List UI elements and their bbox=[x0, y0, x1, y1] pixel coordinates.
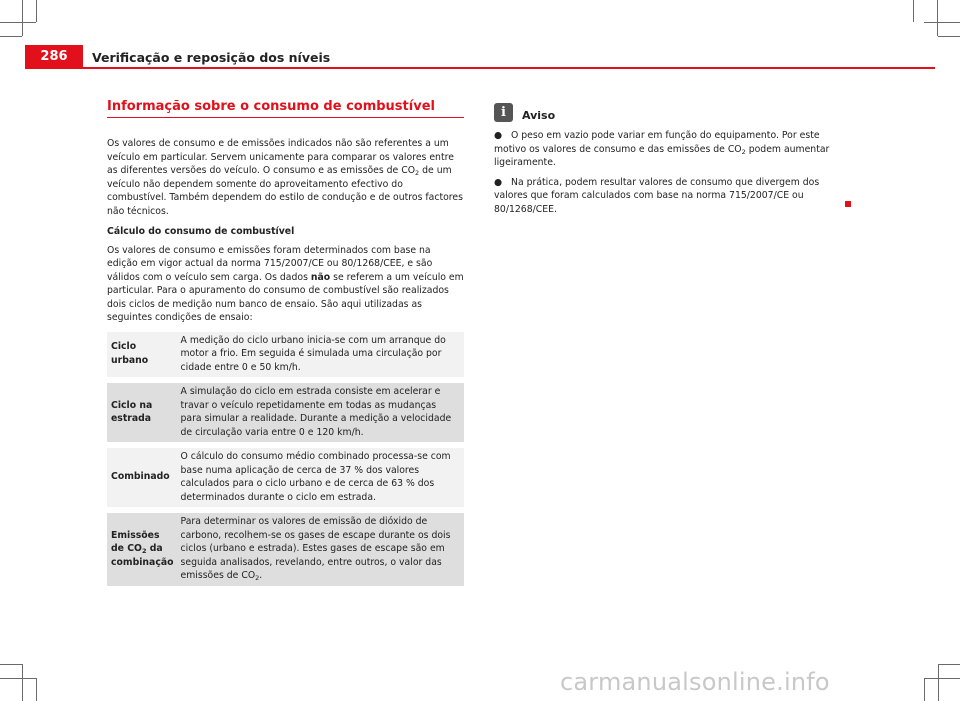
table-row bbox=[107, 332, 464, 381]
crop-mark bbox=[36, 0, 37, 22]
crop-mark bbox=[924, 22, 960, 23]
intro-paragraph: Os valores de consumo e de emissões indicados não são referentes a um veículo em particular. Servem unicamente para comparar os valores entre as diferentes versões do veículo. O consumo e as emissões de $CO_2$ de um veículo não dependem somente do aproveitamento efectivo do combustível. Também dependem do estilo de condução e de outros factores não técnicos. bbox=[107, 138, 463, 217]
page-number: 286 bbox=[25, 45, 83, 68]
section-end-marker bbox=[845, 201, 851, 207]
crop-mark bbox=[924, 678, 925, 701]
crop-mark bbox=[938, 664, 960, 665]
condition-term: Emissões de $CO_2$ da combinação bbox=[107, 510, 177, 586]
aviso-header bbox=[494, 103, 844, 122]
crop-mark bbox=[938, 664, 939, 701]
right-column bbox=[494, 103, 844, 222]
crop-mark bbox=[0, 664, 22, 665]
table-row bbox=[107, 510, 464, 586]
crop-mark bbox=[36, 678, 37, 701]
crop-mark bbox=[22, 664, 23, 701]
condition-term: Ciclo urbano bbox=[111, 341, 149, 366]
section-title: Informação sobre o consumo de combustível bbox=[107, 99, 464, 118]
bullet-icon: ● bbox=[494, 130, 503, 141]
crop-mark bbox=[938, 36, 960, 37]
crop-mark bbox=[937, 0, 938, 36]
condition-term: Combinado bbox=[107, 445, 177, 510]
condition-desc: A medição do ciclo urbano inicia-se com um arranque do motor a frio. Em seguida é simulada uma circulação por cidade entre 0 e 50 km/h. bbox=[180, 334, 446, 373]
crop-mark bbox=[924, 678, 960, 679]
table-row bbox=[107, 380, 464, 445]
crop-mark bbox=[0, 22, 36, 23]
condition-desc: Para determinar os valores de emissão de dióxido de carbono, recolhem-se os gases de escape durante os dois ciclos (urbano e estrada). Estes gases de escape são em seguida analisados, revelando, entre outros, o valor das emissões de $CO_2$. bbox=[177, 510, 465, 586]
crop-mark bbox=[0, 36, 22, 37]
watermark: carmanualsonline.info bbox=[560, 668, 830, 696]
calc-paragraph: Os valores de consumo e emissões foram determinados com base na edição em vigor actual da norma 715/2007/CE ou 80/1268/CEE, e são válidos com o veículo sem carga. Os dados não se referem a um veículo em particular. Para o apuramento do consumo de combustível são realizados dois ciclos de medição num banco de ensaio. São aqui utilizadas as seguintes condições de ensaio: bbox=[107, 244, 464, 323]
chapter-title: Verificação e reposição dos níveis bbox=[92, 50, 331, 65]
subheading: Cálculo do consumo de combustível bbox=[107, 226, 295, 237]
crop-mark bbox=[0, 678, 36, 679]
condition-desc: A simulação do ciclo em estrada consiste em acelerar e travar o veículo repetidamente em todas as mudanças para simular a realidade. Durante a medição a velocidade de circulação varia entre 0 e 120 km/h. bbox=[177, 380, 465, 445]
condition-term: Ciclo na estrada bbox=[107, 380, 177, 445]
left-column bbox=[107, 99, 464, 586]
aviso-title: Aviso bbox=[522, 109, 556, 122]
table-row bbox=[107, 445, 464, 510]
bullet-icon: ● bbox=[494, 176, 503, 188]
crop-mark bbox=[913, 0, 914, 22]
aviso-bullet: ● Na prática, podem resultar valores de consumo que divergem dos valores que foram calculados com base na norma 715/2007/CE ou 80/1268/CEE. bbox=[494, 176, 820, 215]
info-icon: i bbox=[494, 103, 513, 122]
conditions-table bbox=[107, 332, 464, 586]
header-rule bbox=[25, 67, 935, 69]
crop-mark bbox=[22, 0, 23, 36]
condition-desc: O cálculo do consumo médio combinado processa-se com base numa aplicação de cerca de 37 % dos valores calculados para o ciclo urbano e de cerca de 63 % dos determinados durante o ciclo em estrada. bbox=[177, 445, 465, 510]
aviso-bullet: ● O peso em vazio pode variar em função do equipamento. Por este motivo os valores de consumo e das emissões de $CO_2$ podem aumentar ligeiramente. bbox=[494, 130, 830, 168]
